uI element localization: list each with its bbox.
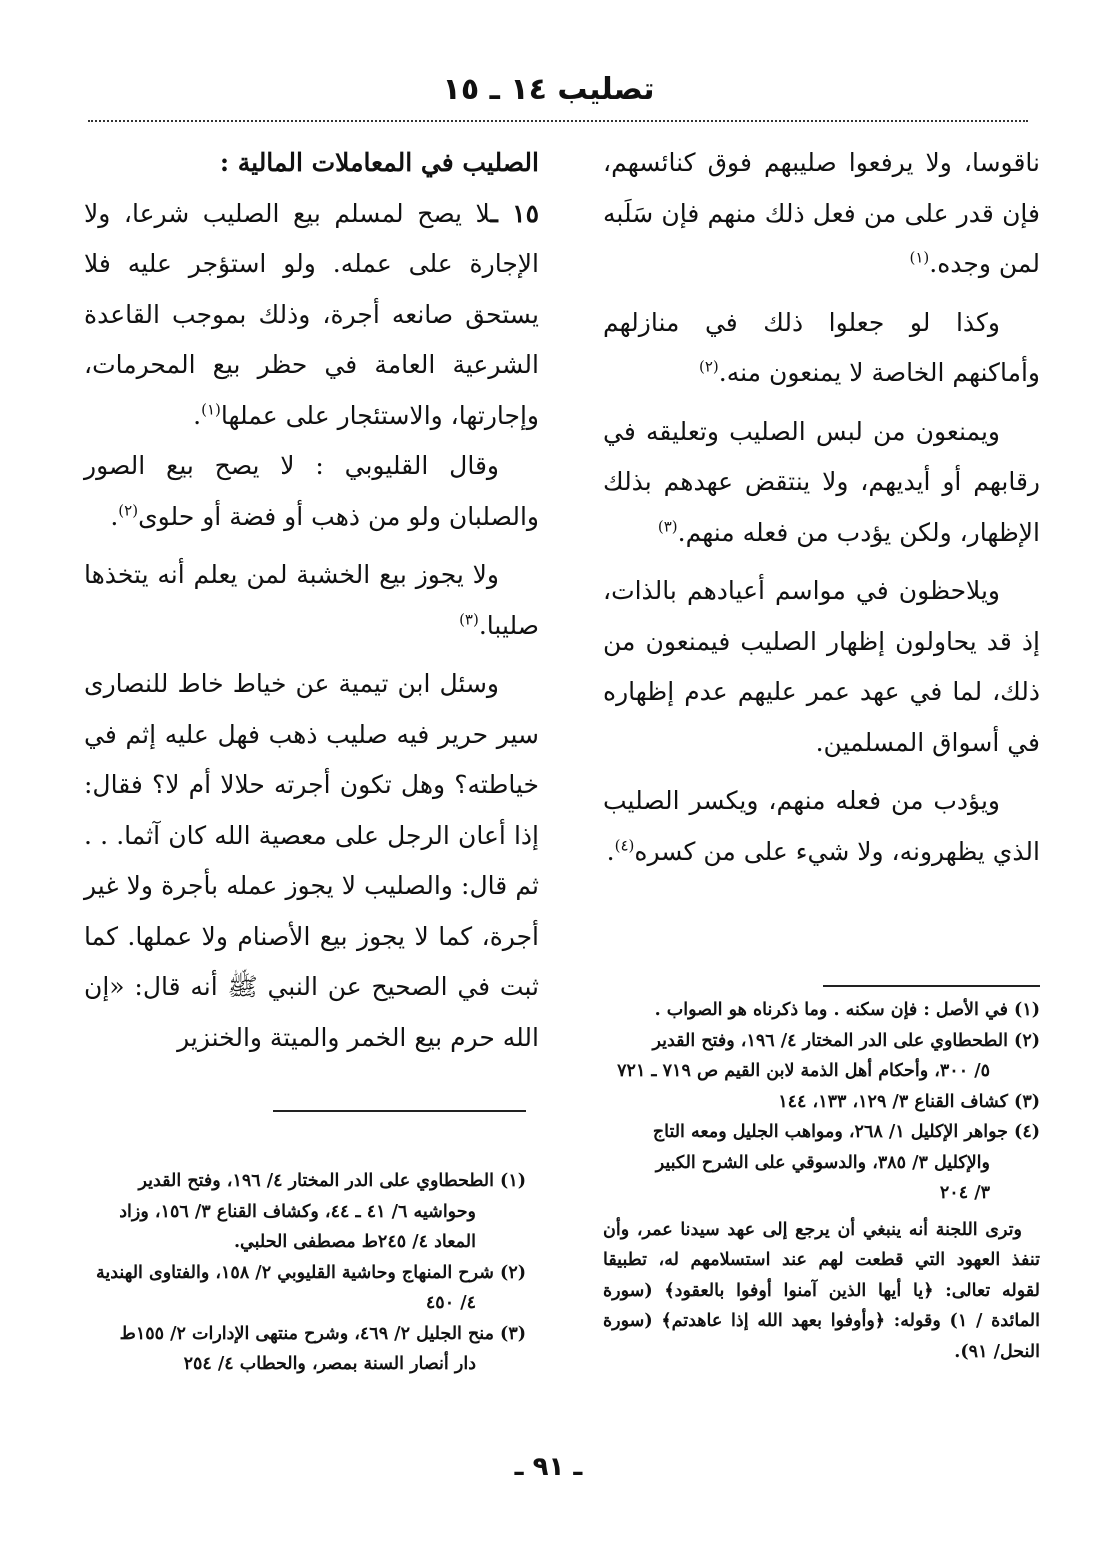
paragraph: ناقوسا، ولا يرفعوا صليبهم فوق كنائسهم، فإن قدر على من فعل ذلك منهم فإن سَلَبه لمن وجده.$^{(١)}$ [603,148,1040,278]
header-dotted-rule [88,120,1028,122]
paragraph: ويمنعون من لبس الصليب وتعليقه في رقابهم أو أيديهم، ولا ينتقض عهدهم بذلك الإظهار، ولكن يؤدب من فعله منهم.$^{(٣)}$ [603,416,1040,547]
footnote: (١) في الأصل : فإن سكنه . وما ذكرناه هو الصواب . [654,1000,1040,1020]
footnote-continuation: وحواشيه ٦/ ٤١ ـ ٤٤، وكشاف القناع ٣/ ١٥٦، وزاد [119,1201,476,1222]
paragraph: وسئل ابن تيمية عن خياط خاط للنصارى سير حرير فيه صليب ذهب فهل عليه إثم في خياطته؟ وهل تكون أجرته حلالا أم لا؟ فقال: إذا أعان الرجل على معصية الله كان آثما. . . ثم قال: والصليب لا يجوز عمله بأجرة ولا غير أجرة، كما لا يجوز بيع الأصنام ولا عملها. كما ثبت في الصحيح عن النبي ﷺ أنه قال: «إن الله حرم بيع الخمر والميتة والخنزير [84,669,539,1052]
footnote-ref: (١) [909,248,930,267]
paragraph: ١٥ ـلا يصح لمسلم بيع الصليب شرعا، ولا الإجارة على عمله. ولو استؤجر عليه فلا يستحق صانعه أجرة، وذلك بموجب القاعدة الشرعية العامة في حظر بيع المحرمات، وإجارتها، والاستئجار على عملها$^{(١)}$. [84,198,539,430]
footnote-continuation: ٤/ ٤٥٠ [425,1293,476,1313]
section-heading: الصليب في المعاملات المالية : [219,148,539,177]
footnote-ref: (٢) [699,357,719,376]
right-column [603,138,1040,877]
right-footnotes [603,985,1040,1367]
footnote-ref: (٤) [614,836,635,855]
committee-note: وترى اللجنة أنه ينبغي أن يرجع إلى عهد سيدنا عمر، وأن تنفذ العهود التي قطعت لهم عند استسلامهم له، تطبيقا لقوله تعالى: ﴿يا أيها الذين آمنوا أوفوا بالعقود﴾ (سورة المائدة / ١) وقوله: ﴿وأوفوا بعهد الله إذا عاهدتم﴾ (سورة النحل/ ٩١). [603,1219,1041,1362]
page-header: تصليب ١٤ ـ ١٥ [442,72,655,107]
footnote-continuation: ٥/ ٣٠٠، وأحكام أهل الذمة لابن القيم ص ٧١٩ ـ ٧٢١ [617,1061,990,1081]
page-number: ـ ٩١ ـ [514,1452,583,1482]
footnote-continuation: دار أنصار السنة بمصر، والحطاب ٤/ ٢٥٤ [183,1354,476,1374]
footnote-continuation: المعاد ٤/ ٢٤٥ط مصطفى الحلبي. [233,1232,476,1252]
paragraph: ويؤدب من فعله منهم، ويكسر الصليب الذي يظهرونه، ولا شيء على من كسره$^{(٤)}$. [603,786,1040,866]
footnote: (٤) جواهر الإكليل ١/ ٢٦٨، ومواهب الجليل ومعه التاج [652,1122,1040,1142]
footnote-ref: (٢) [118,501,139,520]
footnote: (١) الطحطاوي على الدر المختار ٤/ ١٩٦، وفتح القدير [138,1171,526,1191]
paragraph: ويلاحظون في مواسم أعيادهم بالذات، إذ قد يحاولون إظهار الصليب فيمنعون من ذلك، لما في عهد عمر عليهم عدم إظهاره في أسواق المسلمين. [603,576,1040,757]
footnote-continuation: والإكليل ٣/ ٣٨٥، والدسوقي على الشرح الكبير [655,1152,990,1173]
item-number: ١٥ ـ [490,198,539,228]
left-column [84,138,539,1063]
paragraph: وقال القليوبي : لا يصح بيع الصور والصلبان ولو من ذهب أو فضة أو حلوى$^{(٢)}$. [84,451,539,531]
footnote: (٣) منح الجليل ٢/ ٤٦٩، وشرح منتهى الإدارات ٢/ ١٥٥ط [119,1323,526,1344]
left-footnotes [84,1166,526,1380]
footnote: (٢) الطحطاوي على الدر المختار ٤/ ١٩٦، وفتح القدير [652,1030,1040,1051]
paragraph: وكذا لو جعلوا ذلك في منازلهم وأماكنهم الخاصة لا يمنعون منه.$^{(٢)}$ [603,307,1040,387]
footnote-continuation: ٣/ ٢٠٤ [939,1183,990,1203]
footnote-ref: (٣) [657,517,678,536]
footnote-ref: (٣) [459,610,479,629]
paragraph: ولا يجوز بيع الخشبة لمن يعلم أنه يتخذها صليبا.$^{(٣)}$ [84,560,539,640]
footnote-separator [273,1110,526,1112]
footnote: (٢) شرح المنهاج وحاشية القليوبي ٢/ ١٥٨، والفتاوى الهندية [95,1262,526,1283]
footnote: (٣) كشاف القناع ٣/ ١٢٩، ١٣٣، ١٤٤ [778,1091,1040,1112]
footnote-ref: (١) [201,400,221,419]
